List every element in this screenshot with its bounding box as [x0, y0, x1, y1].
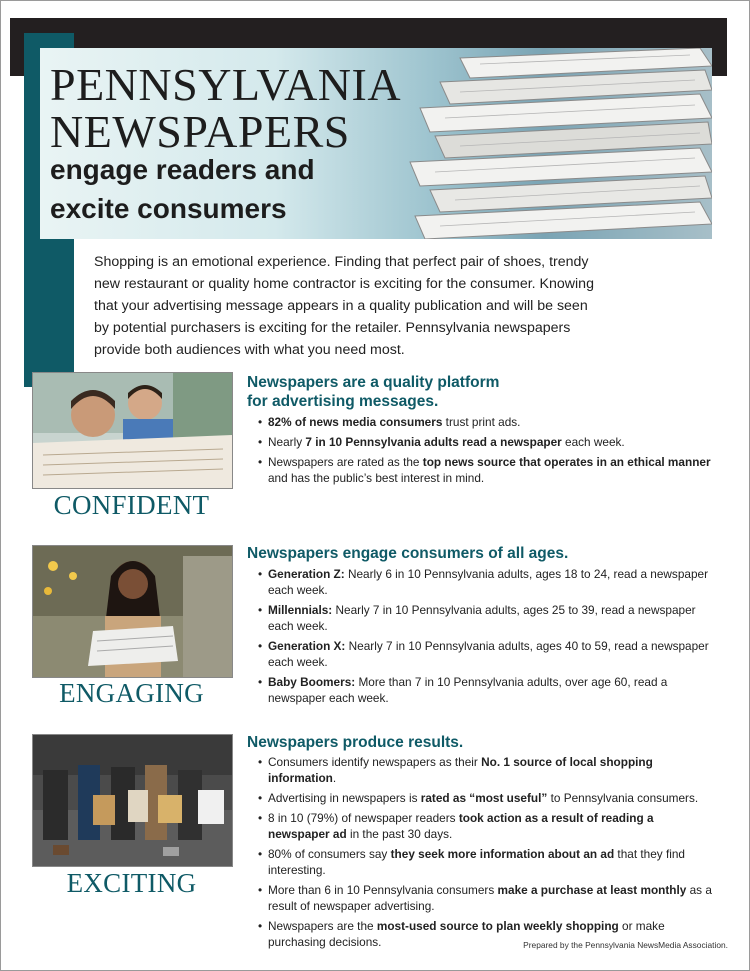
bullet-list-engaging [258, 566, 713, 710]
bullet-bold: Generation Z: [268, 567, 345, 581]
list-item [258, 754, 713, 786]
shoppers-bags-image [33, 735, 232, 866]
bullet-bold: No. 1 source of local shopping information [268, 755, 653, 785]
bullet-bold: top news source that operates in an ethical manner [422, 455, 711, 469]
hero-banner [40, 48, 712, 239]
heading-line-1: Newspapers produce results. [247, 734, 464, 751]
list-item [258, 454, 713, 486]
bullet-bold: make a purchase at least monthly [497, 883, 687, 897]
bullet-text: in the past 30 days. [346, 827, 453, 841]
footer-credit: Prepared by the Pennsylvania NewsMedia Association. [523, 940, 728, 950]
bullet-bold: Baby Boomers: [268, 675, 356, 689]
intro-paragraph: Shopping is an emotional experience. Finding that perfect pair of shoes, trendy new restaurant or quality home contractor is exciting for the consumer. Knowing that your advertising message appears in a quality publication and will be seen by potential purchasers is exciting for the retailer. Pennsylvania newspapers provide both audiences with what you need most. [94, 254, 594, 358]
bullet-bold: most-used source to plan weekly shopping [376, 919, 619, 933]
bullet-text: as a result of newspaper advertising. [268, 883, 712, 913]
bullet-text: Nearly 6 in 10 Pennsylvania adults, ages 18 to 24, read a newspaper each week. [268, 567, 709, 597]
section-heading-results [247, 733, 727, 752]
bullet-text: that they find interesting. [268, 847, 685, 877]
heading-line-1: Newspapers engage consumers of all ages. [247, 545, 569, 562]
hero-title-line-2: NEWSPAPERS [50, 106, 350, 157]
hero-subtitle-line-2: excite consumers [50, 193, 287, 224]
bullet-text: and has the public’s best interest in mind. [268, 471, 485, 485]
list-item [258, 566, 713, 598]
bullet-bold: 82% of news media consumers [268, 415, 443, 429]
bullet-text: to Pennsylvania consumers. [547, 791, 699, 805]
bullet-text: More than 7 in 10 Pennsylvania adults, over age 60, read a newspaper each week. [268, 675, 668, 705]
heading-line-2: for advertising messages. [247, 393, 439, 410]
bullet-text: 8 in 10 (79%) of newspaper readers [268, 811, 459, 825]
photo-woman-reading [32, 545, 233, 678]
photo-shoppers-bags [32, 734, 233, 867]
list-item [258, 638, 713, 670]
bullet-text: Newspapers are rated as the [268, 455, 423, 469]
list-item [258, 434, 713, 450]
bullet-bold: Generation X: [268, 639, 346, 653]
bullet-text: More than 6 in 10 Pennsylvania consumers [268, 883, 498, 897]
bullet-bold: Millennials: [268, 603, 333, 617]
bullet-text: Consumers identify newspapers as their [268, 755, 482, 769]
bullet-text: Nearly 7 in 10 Pennsylvania adults, ages 25 to 39, read a newspaper each week. [268, 603, 696, 633]
father-son-reading-image [33, 373, 232, 488]
heading-line-1: Newspapers are a quality platform [247, 374, 500, 391]
caption-exciting: EXCITING [66, 868, 197, 898]
list-item [258, 810, 713, 842]
bullet-bold: 7 in 10 Pennsylvania adults read a newspaper [305, 435, 562, 449]
photo-father-son-reading [32, 372, 233, 489]
list-item [258, 602, 713, 634]
bullet-text: . [332, 771, 337, 785]
bullet-text: Advertising in newspapers is [268, 791, 421, 805]
bullet-text: Newspapers are the [268, 919, 377, 933]
bullet-text: 80% of consumers say [268, 847, 391, 861]
bullet-list-exciting [258, 754, 713, 954]
bullet-text: trust print ads. [442, 415, 521, 429]
caption-confident: CONFIDENT [53, 490, 210, 520]
woman-reading-image [33, 546, 232, 677]
list-item [258, 414, 713, 430]
bullet-bold: they seek more information about an ad [390, 847, 615, 861]
bullet-text: or make purchasing decisions. [268, 919, 665, 949]
bullet-bold: rated as “most useful” [420, 791, 548, 805]
hero-title-line-1: PENNSYLVANIA [50, 59, 402, 110]
newspaper-stack-icon [400, 48, 712, 239]
bullet-bold: took action as a result of reading a newspaper ad [268, 811, 654, 841]
bullet-text: Nearly [268, 435, 306, 449]
bullet-text: each week. [561, 435, 625, 449]
section-heading-quality-platform [247, 373, 727, 411]
hero-subtitle-line-1: engage readers and [50, 154, 315, 185]
list-item [258, 846, 713, 878]
list-item [258, 882, 713, 914]
list-item [258, 674, 713, 706]
section-heading-all-ages [247, 544, 727, 563]
list-item [258, 790, 713, 806]
caption-engaging: ENGAGING [59, 678, 204, 708]
bullet-text: Nearly 7 in 10 Pennsylvania adults, ages 40 to 59, read a newspaper each week. [268, 639, 709, 669]
bullet-list-confident [258, 414, 713, 490]
